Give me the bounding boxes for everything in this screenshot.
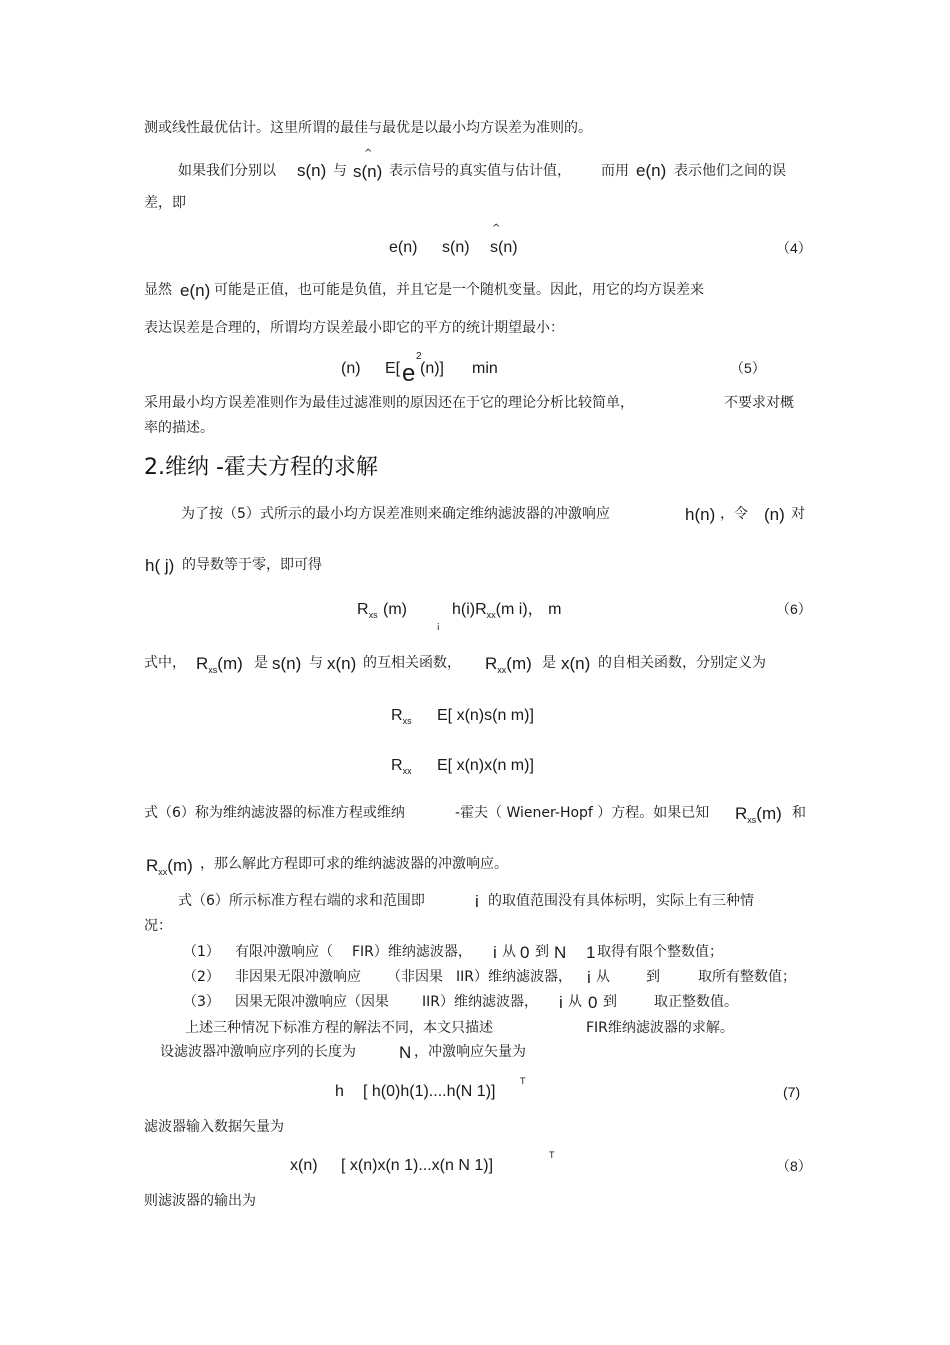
para-text: ，那么解此方程即可求的维纳滤波器的冲激响应。 xyxy=(200,856,508,872)
para-text: 是 xyxy=(254,655,268,671)
math-i: i xyxy=(493,943,497,962)
para-text: 式（6）称为维纳滤波器的标准方程或维纳 xyxy=(144,805,405,821)
section-heading: 2.维纳 -霍夫方程的求解 xyxy=(144,455,378,480)
para-text: 可能是正值，也可能是负值，并且它是一个随机变量。因此，用它的均方误差来 xyxy=(214,282,704,298)
math-h-n: h(n) xyxy=(685,505,716,524)
para-text: IIR）维纳滤波器， xyxy=(456,969,572,985)
para-text: 取所有整数值； xyxy=(698,969,796,985)
para-line: 率的描述。 xyxy=(144,420,214,436)
para-text: 从 xyxy=(502,944,516,960)
equation-number: （8） xyxy=(776,1158,812,1174)
eq5-square: 2 xyxy=(416,351,422,362)
eq5-min: min xyxy=(472,360,498,377)
math-s-hat: s(n) xyxy=(353,162,383,181)
para-text: （非因果 xyxy=(387,969,443,985)
para-text: FIR维纳滤波器的求解。 xyxy=(586,1020,734,1036)
eq-Rxs: $R_{xs}$ xyxy=(391,707,412,726)
para-text: 对 xyxy=(791,506,805,522)
para-text: 从 xyxy=(568,994,582,1010)
eq6-m: (m) xyxy=(383,601,407,618)
eq-Rxx: $R_{xx}$ xyxy=(391,757,412,776)
eq5-E: E[ xyxy=(385,360,401,377)
para-text: 为了按（5）式所示的最小均方误差准则来确定维纳滤波器的冲激响应 xyxy=(181,506,610,522)
math-Rxs: $R_{xs}(m)$ xyxy=(735,804,782,825)
para-text: 的互相关函数， xyxy=(363,655,461,671)
para-text: 式中， xyxy=(144,655,186,671)
math-s-n: s(n) xyxy=(272,654,302,673)
para-text: 到 xyxy=(535,944,549,960)
math-h-j: h( j) xyxy=(145,556,175,575)
para-text: IIR）维纳滤波器， xyxy=(422,994,538,1010)
para-line: 况： xyxy=(144,918,172,934)
para-text: FIR）维纳滤波器， xyxy=(352,944,472,960)
para-line: 表达误差是合理的，所谓均方误差最小即它的平方的统计期望最小： xyxy=(144,320,564,336)
math-Rxx: $R_{xx}(m)$ xyxy=(146,856,193,877)
math-zero: 0 xyxy=(588,993,598,1012)
math-N: N xyxy=(399,1043,412,1062)
eq7-h: h xyxy=(335,1083,344,1100)
math-Rxs: $R_{xs}(m)$ xyxy=(196,654,243,675)
eq8-vector: [ x(n)x(n 1)...x(n N 1)] xyxy=(341,1157,494,1174)
equation-number: （5） xyxy=(730,360,766,376)
para-text: 的导数等于零，即可得 xyxy=(182,557,322,573)
eq7-vector: [ h(0)h(1)....h(N 1)] xyxy=(363,1083,496,1100)
eq8-transpose: T xyxy=(549,1150,555,1160)
eq6-index: i xyxy=(437,623,440,633)
eq6-sum: $h(i)R_{xx}(m$ i)， m xyxy=(452,601,562,620)
para-line: 则滤波器的输出为 xyxy=(144,1193,256,1209)
para-text: 到 xyxy=(646,969,660,985)
eq7-transpose: T xyxy=(520,1076,526,1086)
eq5-n-bracket: (n)] xyxy=(420,360,444,377)
para-text: 设滤波器冲激响应序列的长度为 xyxy=(160,1044,356,1060)
equation-number: (7) xyxy=(783,1084,801,1100)
para-text: 非因果无限冲激响应 xyxy=(235,969,361,985)
math-zero: 0 xyxy=(520,943,530,962)
eq4-s: s(n) xyxy=(442,239,470,256)
math-Rxx: $R_{xx}(m)$ xyxy=(485,654,532,675)
para-line: 如果我们分别以 xyxy=(178,163,276,179)
math-x-n: x(n) xyxy=(561,654,591,673)
para-text: 采用最小均方误差准则作为最佳过滤准则的原因还在于它的理论分析比较简单， xyxy=(144,395,634,411)
eq5-n: (n) xyxy=(341,360,361,377)
eq4-e: e(n) xyxy=(389,239,418,256)
para-text: 显然 xyxy=(144,282,172,298)
para-line: 差，即 xyxy=(144,195,186,211)
math-N: N xyxy=(554,943,567,962)
eq5-e: e xyxy=(402,360,416,387)
para-text: 而用 xyxy=(601,163,629,179)
para-text: 表示他们之间的误 xyxy=(674,163,786,179)
para-text: 到 xyxy=(603,994,617,1010)
para-text: 的取值范围没有具体标明，实际上有三种情 xyxy=(488,893,754,909)
para-text: ，冲激响应矢量为 xyxy=(414,1044,526,1060)
equation-number: （6） xyxy=(776,601,812,617)
para-text: -霍夫（ Wiener-Hopf ）方程。如果已知 xyxy=(455,805,710,821)
case-number: （3） xyxy=(183,994,220,1010)
para-text: 式（6）所示标准方程右端的求和范围即 xyxy=(178,893,425,909)
case-number: （2） xyxy=(183,969,220,985)
math-s-n: s(n) xyxy=(297,161,327,180)
para-text: 表示信号的真实值与估计值， xyxy=(389,163,571,179)
math-x-n: x(n) xyxy=(327,654,357,673)
para-text: 上述三种情况下标准方程的解法不同，本文只描述 xyxy=(185,1020,493,1036)
para-text: ，令 xyxy=(720,506,748,522)
math-e-n: e(n) xyxy=(636,161,667,180)
equation-number: （4） xyxy=(776,240,812,256)
para-text: 和 xyxy=(792,805,806,821)
eq4-s-hat: s(n) xyxy=(490,239,518,256)
para-line: 滤波器输入数据矢量为 xyxy=(144,1119,284,1135)
para-text: 取正整数值。 xyxy=(654,994,738,1010)
math-i: i xyxy=(475,892,479,911)
eq-Rxs-def: E[ x(n)s(n m)] xyxy=(437,707,534,724)
para-text: 是 xyxy=(542,655,556,671)
para-line: 测或线性最优估计。这里所谓的最佳与最优是以最小均方误差为准则的。 xyxy=(144,120,592,136)
eq6-R: $R_{xs}$ xyxy=(357,601,378,620)
para-text: 从 xyxy=(596,969,610,985)
math-one: 1 xyxy=(586,943,596,962)
para-text: 有限冲激响应（ xyxy=(235,944,333,960)
para-text: 取得有限个整数值； xyxy=(597,944,723,960)
eq8-x: x(n) xyxy=(290,1157,318,1174)
para-text: 不要求对概 xyxy=(724,395,794,411)
math-e-n: e(n) xyxy=(180,281,211,300)
para-text: 因果无限冲激响应（因果 xyxy=(235,994,389,1010)
math-i: i xyxy=(559,993,563,1012)
para-text: 与 xyxy=(309,655,323,671)
para-text: 与 xyxy=(333,163,347,179)
para-text: 的自相关函数，分别定义为 xyxy=(598,655,766,671)
math-hat: ^ xyxy=(364,148,373,159)
case-number: （1） xyxy=(183,944,220,960)
math-hat: ^ xyxy=(492,223,501,234)
math-n: (n) xyxy=(764,505,785,524)
math-i: i xyxy=(587,968,591,987)
eq-Rxx-def: E[ x(n)x(n m)] xyxy=(437,757,534,774)
